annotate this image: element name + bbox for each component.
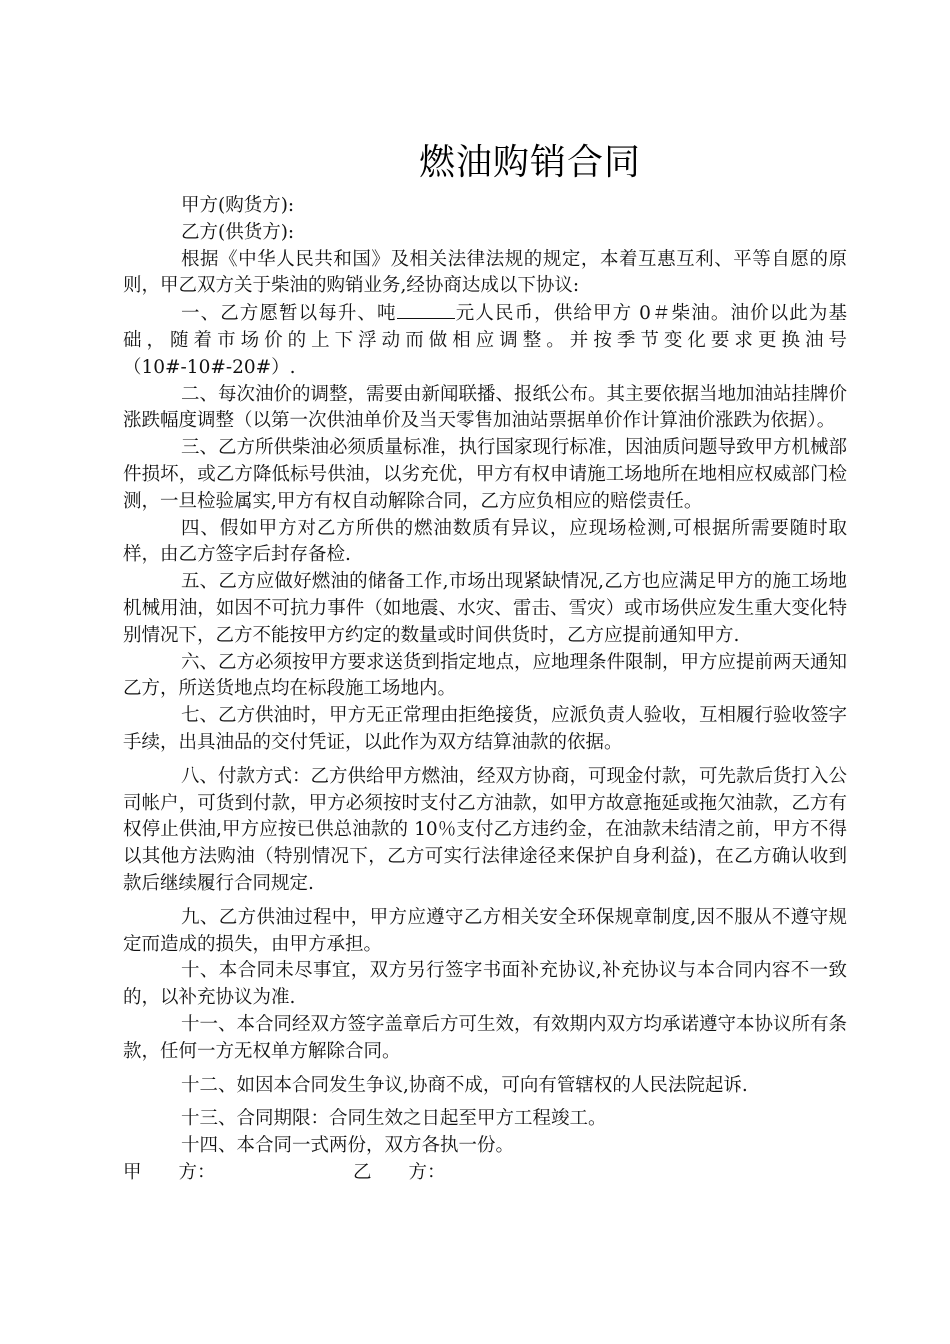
clause-9: 九、乙方供油过程中，甲方应遵守乙方相关安全环保规章制度,因不服从不遵守规定而造成的损失，由甲方承担。 [123,906,847,955]
party-b-signature: 乙 方： [353,1161,446,1183]
clause-14: 十四、本合同一式两份，双方各执一份。 [181,1135,515,1157]
clause-3: 三、乙方所供柴油必须质量标准，执行国家现行标准，因油质问题导致甲方机械部件损坏，或乙方降低标号供油，以劣充优，甲方有权申请施工场地所在地相应权威部门检测，一旦检验属实,甲方有权自动解除合同，乙方应负相应的赔偿责任。 [123,437,848,512]
clause-1 [123,300,847,381]
party-b-line: 乙方(供货方): [181,221,295,243]
clause-13: 十三、合同期限：合同生效之日起至甲方工程竣工。 [181,1108,607,1130]
clause-2: 二、每次油价的调整，需要由新闻联播、报纸公布。其主要依据当地加油站挂牌价涨跌幅度调整（以第一次供油单价及当天零售加油站票据单价作计算油价涨跌为依据）。 [123,383,848,432]
contract-body [123,193,847,1187]
party-a-line: 甲方(购货方): [181,195,295,216]
preamble: 根据《中华人民共和国》及相关法律法规的规定，本着互惠互利、平等自愿的原则，甲乙双方关于柴油的购销业务,经协商达成以下协议: [123,248,847,297]
clause-6: 六、乙方必须按甲方要求送货到指定地点，应地理条件限制，甲方应提前两天通知乙方，所送货地点均在标段施工场地内。 [123,651,848,700]
price-blank [397,300,455,319]
clause-1-end: 元人民币，供给甲方 0＃柴油。油价以此为基础，随着市场价的上下浮动而做相应调整。并按季节变化要求更换油号（10#-10#-20#）. [123,303,847,378]
clause-10: 十、本合同未尽事宜，双方另行签字书面补充协议,补充协议与本合同内容不一致的，以补充协议为准. [123,960,847,1009]
clause-12: 十二、如因本合同发生争议,协商不成，可向有管辖权的人民法院起诉. [181,1074,748,1096]
document-title: 燃油购销合同 [418,142,641,183]
clause-5: 五、乙方应做好燃油的储备工作,市场出现紧缺情况,乙方也应满足甲方的施工场地机械用油，如因不可抗力事件（如地震、水灾、雷击、雪灾）或市场供应发生重大变化特别情况下，乙方不能按甲方约定的数量或时间供货时，乙方应提前通知甲方. [123,571,847,646]
signature-row [123,1160,847,1187]
clause-1-start: 一、乙方愿暂以每升、吨 [181,303,397,325]
clause-8: 八、付款方式：乙方供给甲方燃油，经双方协商，可现金付款，可先款后货打入公司帐户，可货到付款，甲方必须按时支付乙方油款，如甲方故意拖延或拖欠油款，乙方有权停止供油,甲方应按已供总油款的 10％支付乙方违约金，在油款未结清之前，甲方不得以其他方法购油（特别情况下，乙方可实行法律途径来保护自身利益)，在乙方确认收到款后继续履行合同规定. [123,765,848,894]
clause-4: 四、假如甲方对乙方所供的燃油数质有异议，应现场检测,可根据所需要随时取样，由乙方签字后封存备检. [123,517,847,566]
clause-11: 十一、本合同经双方签字盖章后方可生效，有效期内双方均承诺遵守本协议所有条款，任何一方无权单方解除合同。 [123,1013,848,1062]
clause-7: 七、乙方供油时，甲方无正常理由拒绝接货，应派负责人验收，互相履行验收签字手续，出具油品的交付凭证，以此作为双方结算油款的依据。 [123,705,848,753]
party-a-signature: 甲 方： [123,1161,216,1183]
